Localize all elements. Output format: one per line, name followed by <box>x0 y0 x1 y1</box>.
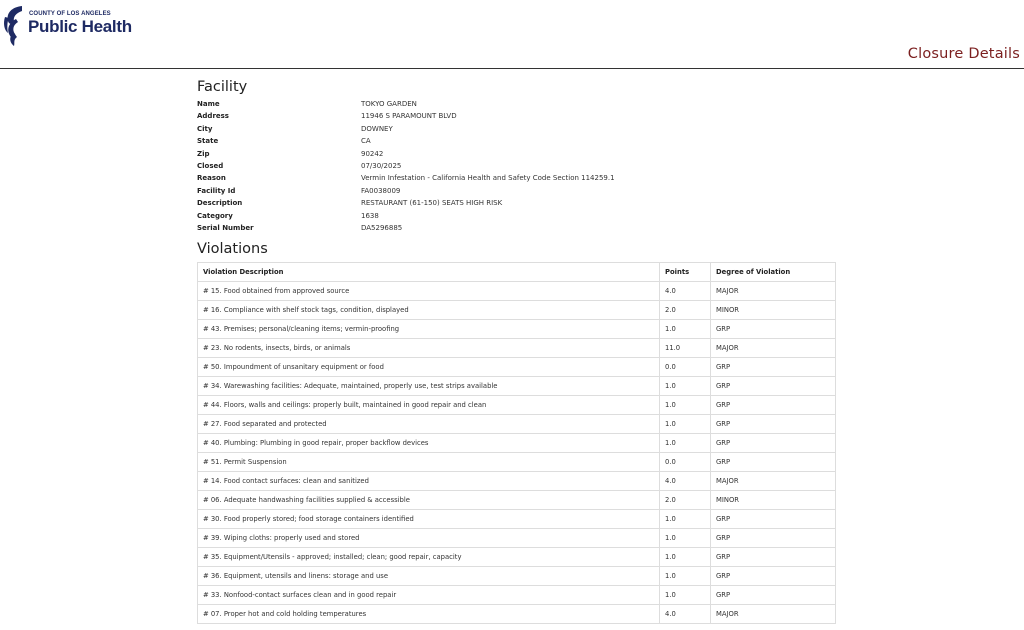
field-label: State <box>197 137 219 146</box>
violation-description: # 44. Floors, walls and ceilings: properly built, maintained in good repair and clean <box>198 396 660 415</box>
table-row <box>198 415 836 434</box>
table-row <box>198 586 836 605</box>
field-label: Serial Number <box>197 223 254 232</box>
table-row <box>198 434 836 453</box>
violation-description: # 50. Impoundment of unsanitary equipment or food <box>198 358 660 377</box>
field-value: RESTAURANT (61-150) SEATS HIGH RISK <box>361 199 503 208</box>
violation-degree: GRP <box>711 358 836 377</box>
violation-degree: GRP <box>711 529 836 548</box>
violations-section-title: Violations <box>197 241 268 258</box>
violation-degree: GRP <box>711 415 836 434</box>
violation-degree: MAJOR <box>711 605 836 624</box>
violation-degree: MAJOR <box>711 339 836 358</box>
logo-public-health-text: Public Health <box>28 17 132 36</box>
violation-degree: MAJOR <box>711 282 836 301</box>
violation-description: # 36. Equipment, utensils and linens: storage and use <box>198 567 660 586</box>
field-value: DA5296885 <box>361 223 403 232</box>
field-city <box>197 123 837 135</box>
violation-degree: GRP <box>711 396 836 415</box>
violation-degree: GRP <box>711 320 836 339</box>
violation-points: 1.0 <box>660 377 711 396</box>
field-state <box>197 135 837 147</box>
violation-points: 4.0 <box>660 605 711 624</box>
table-row <box>198 358 836 377</box>
violation-degree: GRP <box>711 510 836 529</box>
violation-points: 1.0 <box>660 415 711 434</box>
facility-section-title: Facility <box>197 79 248 95</box>
violation-degree: GRP <box>711 567 836 586</box>
table-row <box>198 529 836 548</box>
county-seal-icon <box>2 3 28 47</box>
field-value: 07/30/2025 <box>361 161 402 170</box>
violation-points: 1.0 <box>660 586 711 605</box>
field-value: 1638 <box>361 211 379 220</box>
table-row <box>198 605 836 624</box>
violation-points: 1.0 <box>660 567 711 586</box>
facility-fields <box>197 98 837 234</box>
field-label: Facility Id <box>197 186 236 195</box>
violation-points: 0.0 <box>660 358 711 377</box>
table-row <box>198 453 836 472</box>
field-value: Vermin Infestation - California Health and Safety Code Section 114259.1 <box>361 174 615 183</box>
violation-points: 1.0 <box>660 529 711 548</box>
violation-points: 1.0 <box>660 434 711 453</box>
column-header-description: Violation Description <box>198 263 660 282</box>
field-label: Zip <box>197 149 210 158</box>
violation-description: # 16. Compliance with shelf stock tags, condition, displayed <box>198 301 660 320</box>
violation-points: 4.0 <box>660 472 711 491</box>
table-row <box>198 510 836 529</box>
field-label: Description <box>197 199 243 208</box>
field-value: FA0038009 <box>361 186 401 195</box>
violation-description: # 30. Food properly stored; food storage containers identified <box>198 510 660 529</box>
violation-degree: GRP <box>711 453 836 472</box>
violation-points: 4.0 <box>660 282 711 301</box>
field-category <box>197 210 837 222</box>
violation-points: 2.0 <box>660 301 711 320</box>
table-row <box>198 548 836 567</box>
violation-points: 0.0 <box>660 453 711 472</box>
field-closed <box>197 160 837 172</box>
violation-description: # 27. Food separated and protected <box>198 415 660 434</box>
page-header <box>0 0 1024 69</box>
field-reason <box>197 172 837 184</box>
table-row <box>198 472 836 491</box>
violation-points: 2.0 <box>660 491 711 510</box>
violation-degree: GRP <box>711 548 836 567</box>
field-facility-id <box>197 185 837 197</box>
violation-points: 1.0 <box>660 320 711 339</box>
table-row <box>198 301 836 320</box>
violation-description: # 35. Equipment/Utensils - approved; installed; clean; good repair, capacity <box>198 548 660 567</box>
table-row <box>198 377 836 396</box>
violation-degree: GRP <box>711 586 836 605</box>
field-label: City <box>197 124 213 133</box>
violation-points: 1.0 <box>660 510 711 529</box>
page-title: Closure Details <box>907 46 1020 62</box>
field-value: TOKYO GARDEN <box>361 100 417 108</box>
violation-points: 1.0 <box>660 548 711 567</box>
table-row <box>198 320 836 339</box>
violation-description: # 06. Adequate handwashing facilities supplied & accessible <box>198 491 660 510</box>
field-serial-number <box>197 222 837 234</box>
table-row <box>198 567 836 586</box>
field-label: Category <box>197 211 233 220</box>
field-value: DOWNEY <box>361 124 393 133</box>
violation-description: # 51. Permit Suspension <box>198 453 660 472</box>
violation-description: # 39. Wiping cloths: properly used and stored <box>198 529 660 548</box>
table-row <box>198 396 836 415</box>
violation-description: # 15. Food obtained from approved source <box>198 282 660 301</box>
field-label: Address <box>197 112 229 121</box>
column-header-points: Points <box>660 263 711 282</box>
field-value: CA <box>361 137 371 146</box>
table-row <box>198 491 836 510</box>
table-row <box>198 282 836 301</box>
field-label: Reason <box>197 174 226 183</box>
field-description <box>197 197 837 209</box>
column-header-degree: Degree of Violation <box>711 263 836 282</box>
violation-description: # 34. Warewashing facilities: Adequate, maintained, properly use, test strips available <box>198 377 660 396</box>
violation-description: # 40. Plumbing: Plumbing in good repair, proper backflow devices <box>198 434 660 453</box>
violation-degree: MINOR <box>711 301 836 320</box>
violation-description: # 43. Premises; personal/cleaning items; vermin-proofing <box>198 320 660 339</box>
violation-points: 1.0 <box>660 396 711 415</box>
field-value: 90242 <box>361 149 384 158</box>
violation-degree: GRP <box>711 377 836 396</box>
violation-description: # 33. Nonfood-contact surfaces clean and in good repair <box>198 586 660 605</box>
field-zip <box>197 148 837 160</box>
violation-degree: MAJOR <box>711 472 836 491</box>
main-content <box>197 78 837 624</box>
table-row <box>198 339 836 358</box>
field-label: Name <box>197 100 220 108</box>
field-address <box>197 110 837 122</box>
logo-county-text: COUNTY OF LOS ANGELES <box>29 11 111 17</box>
table-header-row <box>198 263 836 282</box>
violations-table <box>197 262 836 624</box>
public-health-logo[interactable] <box>2 3 132 47</box>
violation-description: # 07. Proper hot and cold holding temperatures <box>198 605 660 624</box>
violation-degree: GRP <box>711 434 836 453</box>
violation-points: 11.0 <box>660 339 711 358</box>
violation-description: # 23. No rodents, insects, birds, or animals <box>198 339 660 358</box>
violation-description: # 14. Food contact surfaces: clean and sanitized <box>198 472 660 491</box>
violation-degree: MINOR <box>711 491 836 510</box>
field-name <box>197 98 837 110</box>
field-value: 11946 S PARAMOUNT BLVD <box>361 112 457 121</box>
field-label: Closed <box>197 161 224 170</box>
